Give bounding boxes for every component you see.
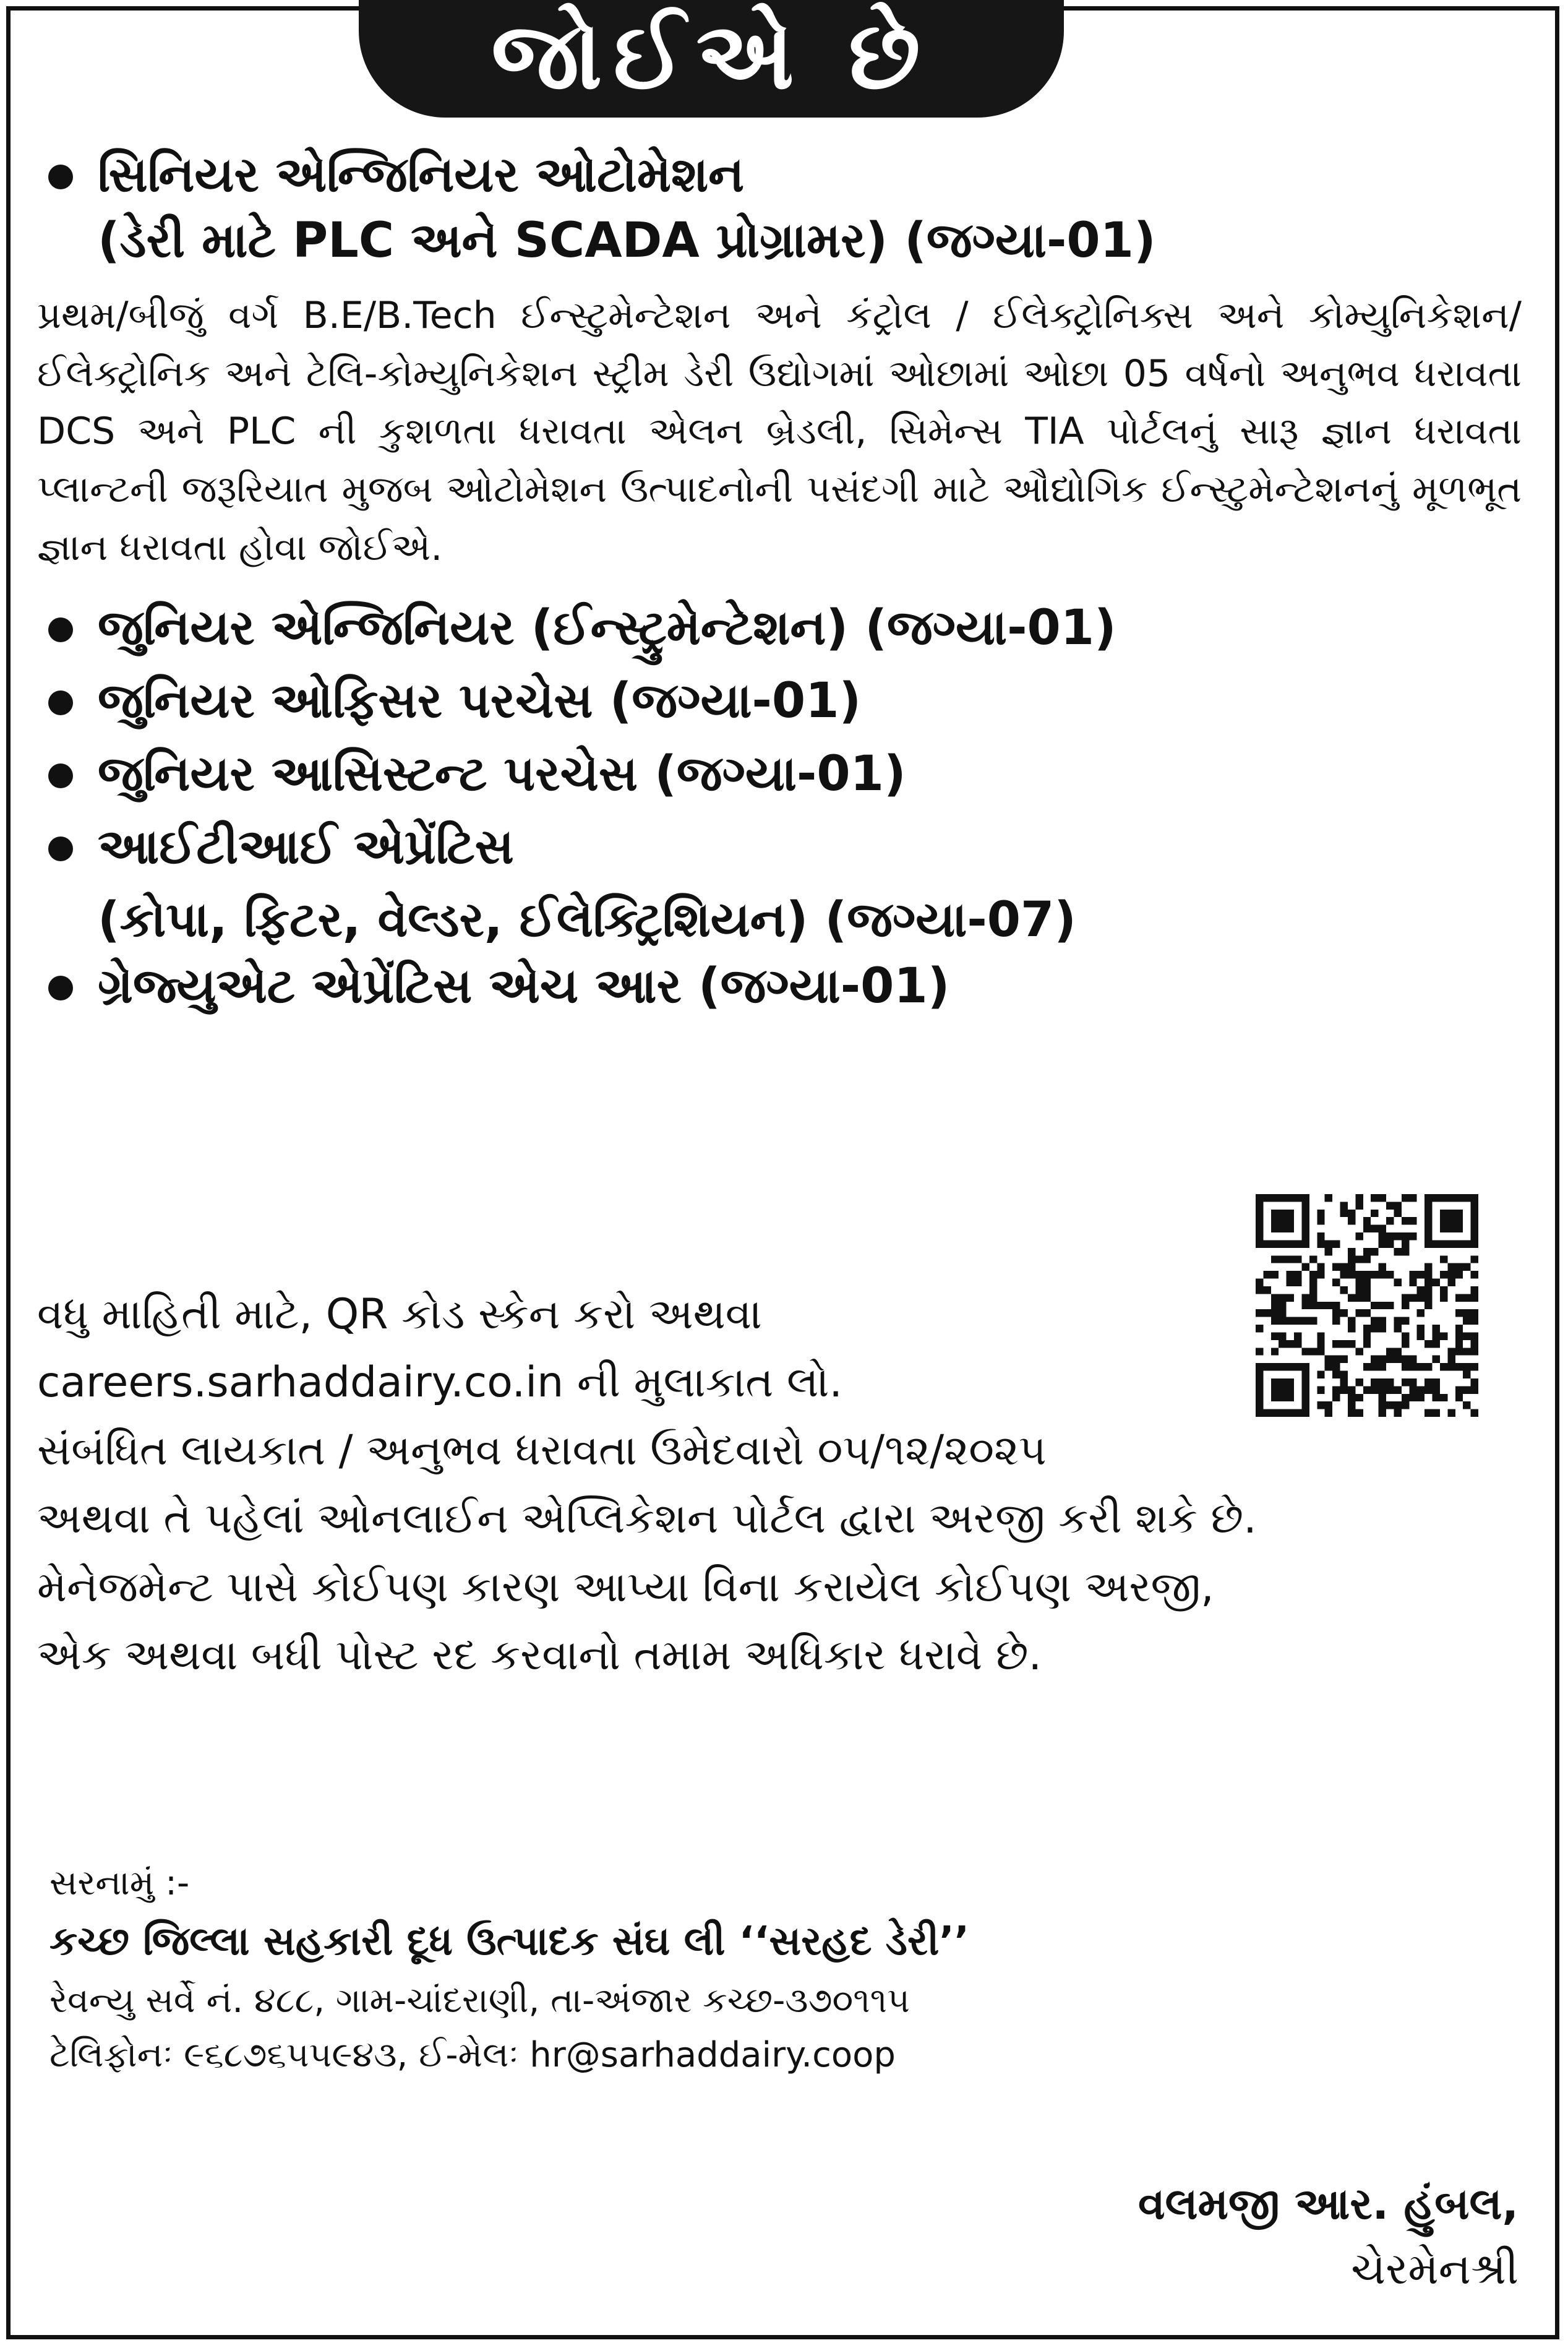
bullet-icon [48, 617, 73, 642]
bullet-icon [48, 165, 73, 189]
careers-link[interactable]: careers.sarhaddairy.co.in ની મુલાકાત લો. [37, 1358, 843, 1408]
list-item [37, 814, 1522, 880]
contact-line: ટેલિફોનઃ ૯૬૮૭૬૫૫૯૪૩, ઈ-મેલઃ hr@sarhaddairy.coop [49, 2035, 896, 2076]
address-heading: સરનામું :- [49, 1863, 190, 1903]
position-label: આઈટીઆઈ એપ્રેંટિસ [98, 819, 514, 875]
position-senior-engineer [37, 142, 1522, 208]
info-line: મેનેજમેન્ટ પાસે કોઈપણ કારણ આપ્યા વિના કરાયેલ કોઈપણ અરજી, [37, 1562, 1214, 1612]
address-section [49, 1856, 1522, 2083]
info-section [37, 1281, 1534, 1690]
list-item [37, 953, 1522, 1019]
positions-section [37, 142, 1522, 1026]
positions-list [37, 595, 1522, 1018]
position-title: સિનિયર એન્જિનિયર ઓટોમેશન [98, 147, 745, 203]
position-label: જુનિયર ઓફિસર પરચેસ (જગ્યા-01) [98, 673, 862, 729]
position-label: જુનિયર આસિસ્ટન્ટ પરચેસ (જગ્યા-01) [98, 746, 906, 802]
page-title: જોઈએ છે [491, 2, 932, 110]
info-line: એક અથવા બધી પોસ્ટ રદ કરવાનો તમામ અધિકાર ધરાવે છે. [37, 1630, 1042, 1680]
list-item [37, 741, 1522, 807]
list-item [37, 595, 1522, 661]
organization-name: કચ્છ જિલ્લા સહકારી દૂધ ઉત્પાદક સંઘ લી ‘‘સરહદ ડેરી’’ [49, 1919, 969, 1965]
bullet-icon [48, 690, 73, 715]
list-item [37, 668, 1522, 734]
signatory-name: વલમજી આર. હુંબલ, [1137, 2178, 1519, 2229]
position-subtitle: (ડેરી માટે PLC અને SCADA પ્રોગ્રામર) (જગ્યા-01) [98, 213, 1156, 269]
info-line: અથવા તે પહેલાં ઓનલાઈન એપ્લિકેશન પોર્ટલ દ્વારા અરજી કરી શકે છે. [37, 1494, 1257, 1544]
info-line: વધુ માહિતી માટે, QR કોડ સ્કેન કરો અથવા [37, 1290, 762, 1339]
header-banner [359, 0, 1064, 118]
position-label: ગ્રેજ્યુએટ એપ્રેંટિસ એચ આર (જગ્યા-01) [98, 958, 950, 1014]
position-sub-label: (કોપા, ફિટર, વેલ્ડર, ઈલેક્ટ્રિશિયન) (જગ્યા-07) [98, 892, 1076, 948]
address-line: રેવન્યુ સર્વે નં. ૪૮૮, ગામ-ચાંદરાણી, તા-અંજાર કચ્છ-૩૭૦૧૧૫ [49, 1980, 910, 2021]
signature-block [1138, 2172, 1519, 2302]
position-description: પ્રથમ/બીજું વર્ગ B.E/B.Tech ઈન્સ્ટુમેન્ટેશન અને કંટ્રોલ / ઈલેક્ટ્રોનિક્સ અને કોમ્યુનિકેશન/ઈલેક્ટ્રોનિક અને ટેલિ-કોમ્યુનિકેશન સ્ટ્રીમ ડેરી ઉદ્યોગમાં ઓછામાં ઓછા 05 વર્ષનો અનુભવ ધરાવતા DCS અને PLC ની કુશળતા ધરાવતા એલન બ્રેડલી, સિમેન્સ TIA પોર્ટલનું સારૂ જ્ઞાન ધરાવતા પ્લાન્ટની જરૂરિયાત મુજબ ઓટોમેશન ઉત્પાદનોની પસંદગી માટે ઔદ્યોગિક ઈન્સ્ટુમેન્ટેશનનું મૂળભૂત જ્ઞાન ધરાવતા હોવા જોઈએ. [37, 294, 1522, 569]
bullet-icon [48, 976, 73, 1000]
signatory-title: ચેરમેનશ્રી [1351, 2243, 1519, 2294]
bullet-icon [48, 836, 73, 861]
bullet-icon [48, 763, 73, 788]
position-label: જુનિયર એન્જિનિયર (ઈન્સ્ટ્રુમેન્ટેશન) (જગ્યા-01) [98, 600, 1116, 656]
info-line: સંબંધિત લાયકાત / અનુભવ ધરાવતા ઉમેદવારો ૦૫/૧૨/૨૦૨૫ [37, 1426, 1047, 1476]
